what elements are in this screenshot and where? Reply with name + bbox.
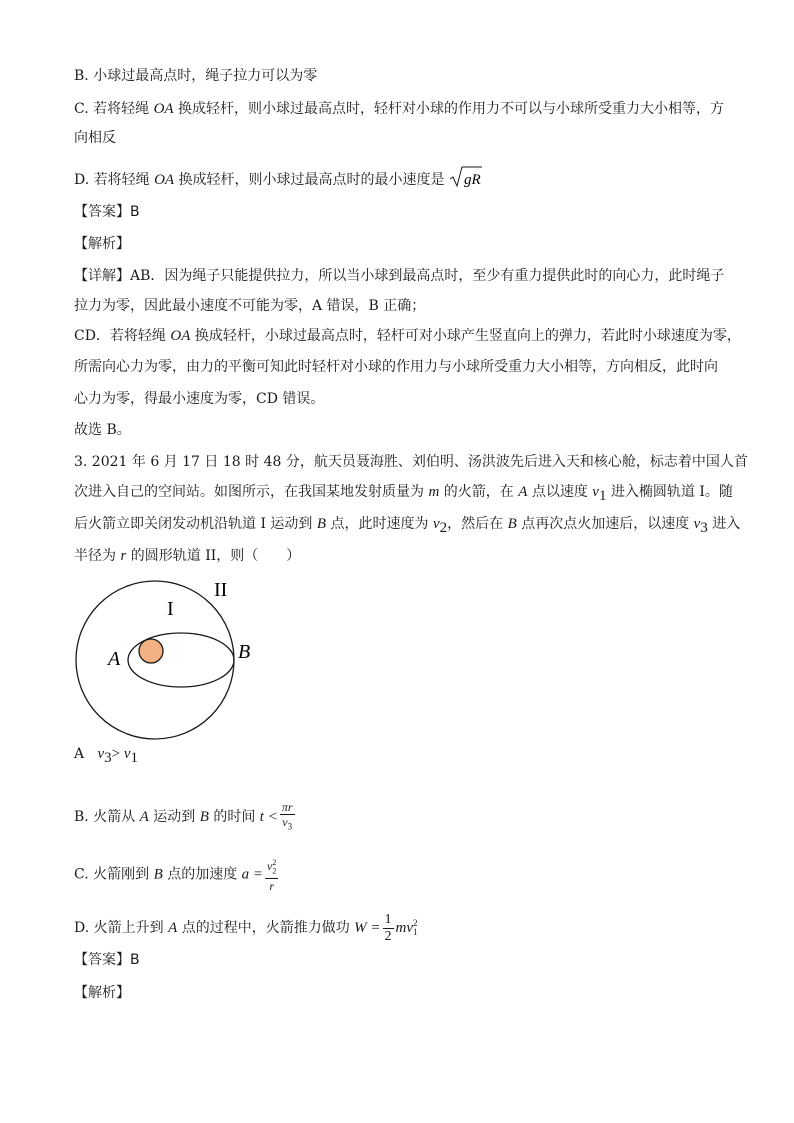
var-r: r: [120, 548, 127, 564]
m-v: mv: [395, 920, 414, 936]
answer-tag: 【答案】B: [74, 204, 140, 220]
q3-stem-line-1: 3. 2021 年 6 月 17 日 18 时 48 分，航天员聂海胜、刘伯明、汤洪波先后进入天和核心舱，标志着中国人首: [74, 454, 748, 470]
t-less-than: t <: [259, 809, 278, 825]
var-a: A: [518, 484, 528, 500]
var-oa: OA: [153, 101, 174, 117]
point-b-label: B: [238, 641, 251, 663]
q3-option-b: [74, 799, 297, 835]
var-b: B: [199, 809, 209, 825]
q3-option-a: [74, 744, 138, 768]
var-v: v: [693, 516, 701, 532]
fraction-numerator: [265, 856, 278, 879]
var-oa: OA: [170, 328, 191, 344]
q3-stem-line-2: [74, 482, 733, 506]
detail-line-5: 心力为零，得最小速度为零，CD 错误。: [74, 391, 325, 407]
option-b-text: B. 火箭从: [74, 809, 140, 825]
stem-text: 点以速度: [527, 484, 593, 500]
option-d-text-cont: 换成轻杆，则小球过最高点时的最小速度是: [174, 172, 449, 188]
stem-text: 半径为: [74, 548, 121, 564]
stem-text: 点，此时速度为: [326, 516, 433, 532]
var-v: v: [267, 859, 273, 873]
option-d: [74, 165, 483, 195]
var-b: B: [507, 516, 517, 532]
superscript-2: 2: [413, 918, 418, 928]
sqrt-expression: [449, 165, 483, 195]
detail-line-4: 所需向心力为零，由力的平衡可知此时轻杆对小球的作用力与小球所受重力大小相等，方向相反，此时向: [74, 359, 718, 375]
var-v: v: [123, 746, 131, 762]
stem-text: 进入: [707, 516, 741, 532]
orbit-diagram: [74, 575, 274, 745]
stem-text: 点再次点火加速后，以速度: [516, 516, 694, 532]
var-v: v: [592, 484, 599, 500]
stem-text: 次进入自己的空间站。如图所示，在我国某地发射质量为: [74, 484, 429, 500]
fraction-denominator: [280, 815, 295, 833]
q3-analysis-heading: 【解析】: [74, 985, 130, 1001]
fraction-denominator: r: [269, 879, 275, 894]
var-v: v: [432, 516, 440, 532]
option-b-text: B. 小球过最高点时，绳子拉力可以为零: [74, 68, 318, 84]
option-b: [74, 66, 317, 86]
option-c-text: C. 火箭刚到: [74, 866, 154, 883]
option-b-text: 运动到: [148, 809, 200, 825]
v1-squared-indices: [413, 919, 418, 937]
stem-text: 后火箭立即关闭发动机沿轨道 I 运动到: [74, 516, 317, 532]
detail-line-3-text-cont: 换成轻杆，小球过最高点时，轻杆可对小球产生竖直向上的弹力，若此时小球速度为零，: [190, 328, 741, 344]
var-b: B: [153, 866, 163, 883]
option-c-text: 点的加速度: [162, 866, 242, 883]
superscript-2: 2: [272, 858, 277, 867]
stem-text: 进入椭圆轨道 I。随: [606, 484, 733, 500]
subscript-1: 1: [598, 487, 607, 504]
subscript-2: 2: [272, 866, 277, 876]
fraction-numerator: πr: [281, 800, 293, 815]
q3-option-d: [74, 910, 418, 946]
sqrt-radical-icon: [449, 165, 483, 189]
analysis-heading: 【解析】: [74, 236, 130, 252]
subscript-1: 1: [413, 927, 418, 937]
greater-than: >: [111, 746, 124, 762]
fraction-numerator: 1: [384, 911, 392, 927]
subscript-3: 3: [104, 749, 112, 766]
w-equals: W =: [354, 920, 381, 936]
option-b-text: 的时间: [208, 809, 260, 825]
q3-answer-tag: 【答案】B: [74, 952, 140, 968]
detail-line-3-text: CD．若将轻绳: [74, 328, 171, 344]
option-c: [74, 99, 724, 119]
var-v: v: [282, 815, 288, 830]
var-oa: OA: [154, 172, 175, 188]
option-d-text: D. 若将轻绳: [74, 172, 155, 188]
stem-text: 的圆形轨道 II，则（ ）: [126, 548, 301, 564]
q3-stem-line-3: [74, 514, 740, 538]
stem-text: ，然后在: [447, 516, 508, 532]
orbit-i-label: I: [167, 598, 174, 620]
option-a-label: A: [74, 746, 98, 762]
fraction-denominator: 2: [384, 928, 392, 944]
option-c-text: C. 若将轻绳: [74, 101, 154, 117]
detail-line-3: [74, 326, 741, 346]
var-a: A: [168, 920, 178, 936]
earth-icon: [139, 639, 163, 663]
option-d-text: D. 火箭上升到: [74, 920, 169, 936]
subscript-1: 1: [130, 749, 139, 766]
option-c-line2: [74, 128, 116, 148]
subscript-3: 3: [700, 519, 708, 536]
subscript-3: 3: [287, 821, 293, 832]
point-a-label: A: [108, 648, 121, 670]
stem-text: 的火箭，在: [439, 484, 519, 500]
var-m: m: [428, 484, 440, 500]
fraction-one-half: [383, 912, 394, 945]
var-a: A: [139, 809, 149, 825]
var-v: v: [97, 746, 105, 762]
subscript-2: 2: [439, 519, 448, 536]
detail-line-2: 拉力为零，因此最小速度不可能为零，A 错误，B 正确；: [74, 298, 426, 314]
q3-stem-line-4: [74, 546, 300, 566]
option-c-text-cont: 换成轻杆，则小球过最高点时，轻杆对小球的作用力不可以与小球所受重力大小相等，方: [173, 101, 725, 117]
q3-option-c: [74, 856, 280, 893]
a-equals: a =: [241, 866, 264, 883]
orbit-ii-label: II: [214, 579, 228, 601]
fraction-pi-r-over-v3: [280, 800, 295, 833]
fraction-v2-sq-over-r: [265, 856, 278, 893]
option-d-text: 点的过程中，火箭推力做功: [177, 920, 355, 936]
detail-line-1: 【详解】AB．因为绳子只能提供拉力，所以当小球到最高点时，至少有重力提供此时的向心力，此时绳子: [74, 268, 725, 284]
conclusion: 故选 B。: [74, 422, 131, 438]
option-c-text-end: 向相反: [74, 130, 116, 146]
var-b: B: [316, 516, 327, 532]
sqrt-argument: gR: [463, 172, 481, 188]
